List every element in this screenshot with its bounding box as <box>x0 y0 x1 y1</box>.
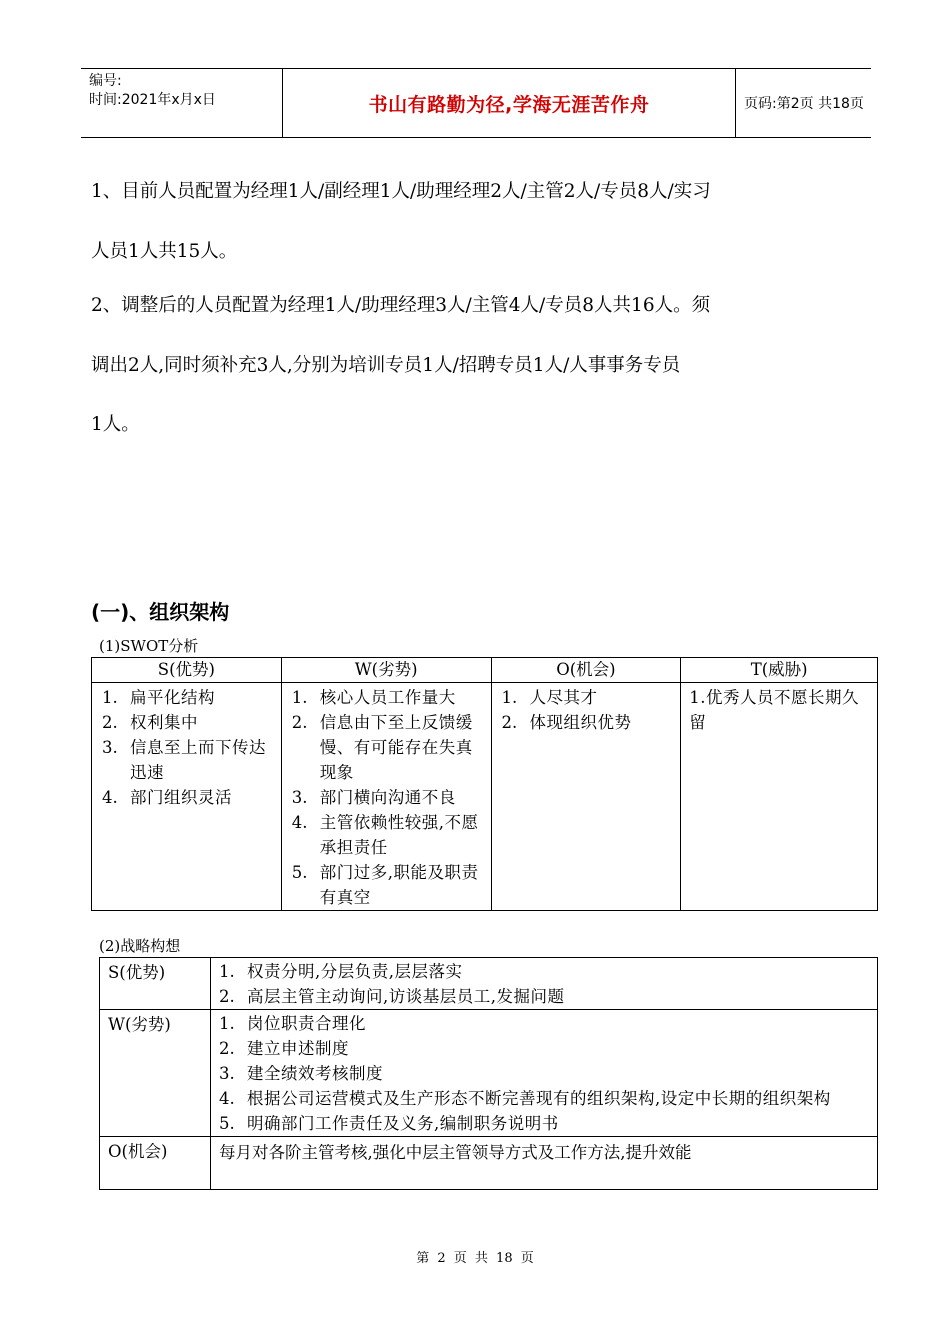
list-item: 2. 信息由下至上反馈缓慢、有可能存在失真现象 <box>291 713 473 782</box>
swot-table <box>91 657 878 911</box>
paragraph-2-line-2: 调出2人,同时须补充3人,分别为培训专员1人/招聘专员1人/人事事务专员 <box>91 355 681 376</box>
list-item: 1. 岗位职责合理化 <box>219 1014 366 1033</box>
header-meta <box>81 69 281 137</box>
strategy-caption: (2)战略构想 <box>99 937 181 955</box>
strengths-list <box>92 683 281 810</box>
list-item: 1. 扁平化结构 <box>102 688 215 707</box>
document-time: 时间:2021年x月x日 <box>89 92 216 108</box>
swot-header-w: W(劣势) <box>281 658 491 683</box>
strategy-label-s: S(优势) <box>100 958 211 1010</box>
list-item: 5. 部门过多,职能及职责有真空 <box>291 863 479 907</box>
list-item: 4. 根据公司运营模式及生产形态不断完善现有的组织架构,设定中长期的组织架构 <box>219 1089 831 1108</box>
list-item: 4. 主管依赖性较强,不愿承担责任 <box>291 813 479 857</box>
strategy-w-cell <box>211 1010 878 1137</box>
list-item: 2. 建立申述制度 <box>219 1039 349 1058</box>
list-item: 1. 权责分明,分层负责,层层落实 <box>219 962 463 981</box>
swot-opportunities-cell <box>491 683 681 911</box>
strategy-label-w: W(劣势) <box>100 1010 211 1137</box>
swot-header-s: S(优势) <box>92 658 282 683</box>
strategy-s-list <box>219 959 873 1009</box>
list-item: 1. 人尽其才 <box>501 688 598 707</box>
page-header <box>81 68 871 138</box>
opportunities-list <box>492 683 681 735</box>
list-item: 3. 建全绩效考核制度 <box>219 1064 383 1083</box>
strategy-o-text: 每月对各阶主管考核,强化中层主管领导方式及工作方法,提升效能 <box>219 1143 692 1162</box>
swot-header-t: T(威胁) <box>681 658 878 683</box>
paragraph-1-line-2: 人员1人共15人。 <box>91 241 238 262</box>
weaknesses-list <box>282 683 491 910</box>
list-item: 4. 部门组织灵活 <box>102 788 232 807</box>
document-number: 编号: <box>89 73 122 89</box>
swot-threats-cell <box>681 683 878 911</box>
strategy-o-cell <box>211 1137 878 1190</box>
list-item: 2. 体现组织优势 <box>501 713 632 732</box>
header-motto: 书山有路勤为径,学海无涯苦作舟 <box>282 69 736 137</box>
header-page-number: 页码:第2页 共18页 <box>744 96 864 112</box>
strategy-s-cell <box>211 958 878 1010</box>
swot-strengths-cell <box>92 683 282 911</box>
strategy-label-o: O(机会) <box>100 1137 211 1190</box>
paragraph-2-line-3: 1人。 <box>91 414 140 435</box>
list-item: 2. 权利集中 <box>102 713 198 732</box>
strategy-table <box>99 957 878 1190</box>
paragraph-2-line-1: 2、调整后的人员配置为经理1人/助理经理3人/主管4人/专员8人共16人。须 <box>91 295 711 316</box>
list-item: 5. 明确部门工作责任及义务,编制职务说明书 <box>219 1114 559 1133</box>
swot-weaknesses-cell <box>281 683 491 911</box>
swot-caption: (1)SWOT分析 <box>99 637 199 655</box>
section-title: (一)、组织架构 <box>91 600 230 624</box>
threats-text: 1.优秀人员不愿长期久留 <box>689 688 860 732</box>
list-item: 3. 信息至上而下传达迅速 <box>102 738 266 782</box>
swot-header-o: O(机会) <box>491 658 681 683</box>
list-item: 3. 部门横向沟通不良 <box>291 788 456 807</box>
page-footer: 第 2 页 共 18 页 <box>416 1251 534 1266</box>
paragraph-1-line-1: 1、目前人员配置为经理1人/副经理1人/助理经理2人/主管2人/专员8人/实习 <box>91 181 711 202</box>
list-item: 2. 高层主管主动询问,访谈基层员工,发掘问题 <box>219 987 565 1006</box>
strategy-w-list <box>219 1011 873 1136</box>
list-item: 1. 核心人员工作量大 <box>291 688 456 707</box>
